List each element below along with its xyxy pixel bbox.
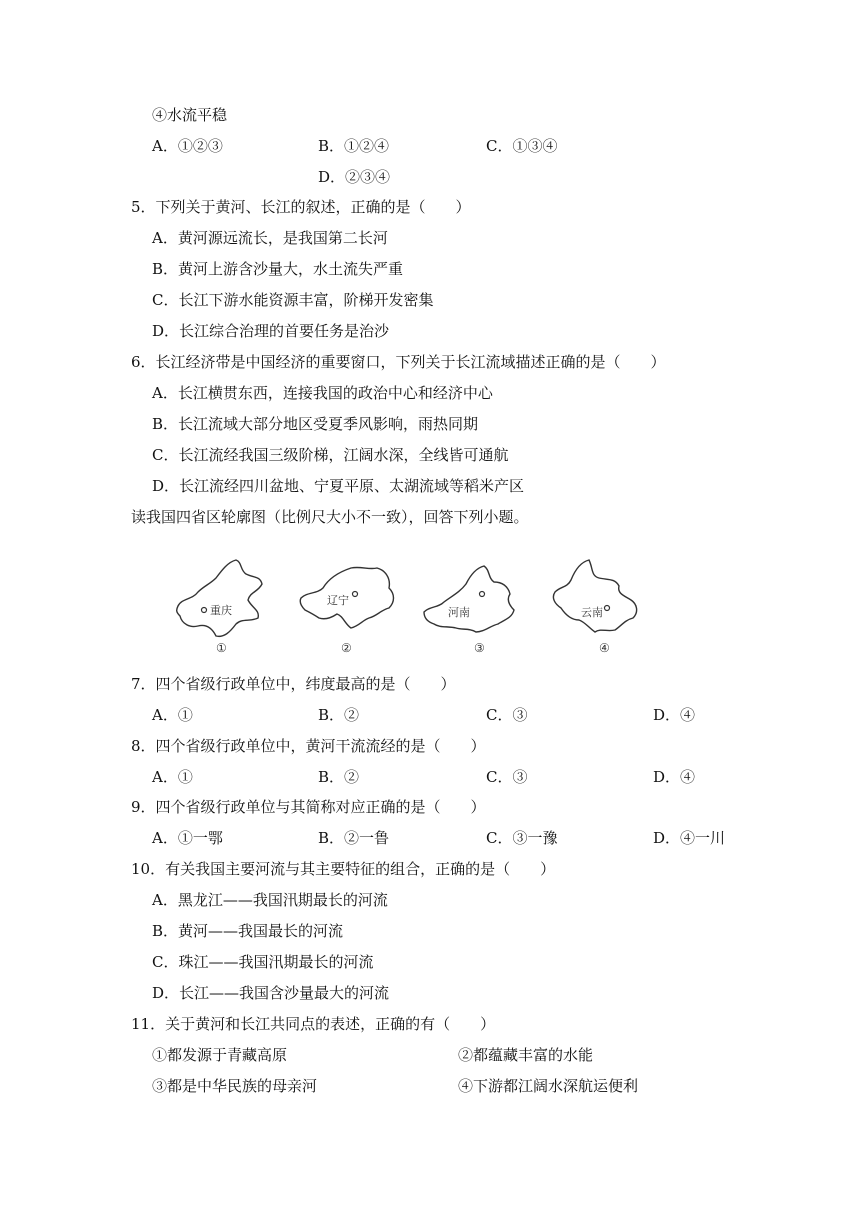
q7-option-c[interactable]: C．③: [486, 706, 528, 724]
map-yunnan-num: ④: [599, 641, 610, 655]
q6-option-a[interactable]: A．长江横贯东西，连接我国的政治中心和经济中心: [152, 384, 493, 402]
q10-stem: 10．有关我国主要河流与其主要特征的组合，正确的是（ ）: [131, 860, 556, 878]
q5-option-d[interactable]: D．长江综合治理的首要任务是治沙: [152, 322, 390, 340]
q6-option-d[interactable]: D．长江流经四川盆地、宁夏平原、太湖流域等稻米产区: [152, 477, 525, 495]
q9-stem: 9．四个省级行政单位与其简称对应正确的是（ ）: [131, 798, 486, 816]
q9-option-a[interactable]: A．①一鄂: [152, 829, 223, 847]
q10-option-c[interactable]: C．珠江——我国汛期最长的河流: [152, 953, 374, 971]
q4-option-b[interactable]: B．①②④: [318, 137, 390, 155]
map-liaoning-label: 辽宁: [327, 594, 349, 607]
q5-option-c[interactable]: C．长江下游水能资源丰富，阶梯开发密集: [152, 291, 434, 309]
q8-option-d[interactable]: D．④: [653, 768, 696, 786]
q5-option-b[interactable]: B．黄河上游含沙量大，水土流失严重: [152, 260, 404, 278]
map-yunnan-label: 云南: [581, 606, 603, 619]
q4-item-4: ④水流平稳: [152, 106, 228, 124]
q7-option-d[interactable]: D．④: [653, 706, 696, 724]
map-henan-label: 河南: [448, 606, 470, 619]
q9-option-c[interactable]: C．③一豫: [486, 829, 558, 847]
q8-option-c[interactable]: C．③: [486, 768, 528, 786]
q10-option-b[interactable]: B．黄河——我国最长的河流: [152, 922, 344, 940]
q6-option-b[interactable]: B．长江流域大部分地区受夏季风影响，雨热同期: [152, 415, 479, 433]
q5-option-a[interactable]: A．黄河源远流长，是我国第二长河: [152, 229, 388, 247]
map-intro: 读我国四省区轮廓图（比例尺大小不一致），回答下列小题。: [131, 508, 529, 526]
map-chongqing-label: 重庆: [210, 604, 232, 617]
map-liaoning-num: ②: [341, 641, 352, 655]
q8-stem: 8．四个省级行政单位中，黄河干流流经的是（ ）: [131, 737, 486, 755]
yunnan-outline-icon: [545, 548, 655, 660]
q11-stem: 11．关于黄河和长江共同点的表述，正确的有（ ）: [131, 1015, 496, 1033]
q11-item-3: ③都是中华民族的母亲河: [152, 1077, 318, 1095]
q10-option-d[interactable]: D．长江——我国含沙量最大的河流: [152, 984, 390, 1002]
q4-option-c[interactable]: C．①③④: [486, 137, 558, 155]
q4-option-d[interactable]: D．②③④: [318, 168, 391, 186]
q8-option-a[interactable]: A．①: [152, 768, 193, 786]
q9-option-d[interactable]: D．④一川: [653, 829, 726, 847]
q10-option-a[interactable]: A．黑龙江——我国汛期最长的河流: [152, 891, 388, 909]
map-henan-num: ③: [474, 641, 485, 655]
map-chongqing-num: ①: [216, 641, 227, 655]
q6-stem: 6．长江经济带是中国经济的重要窗口，下列关于长江流域描述正确的是（ ）: [131, 353, 666, 371]
q8-option-b[interactable]: B．②: [318, 768, 360, 786]
henan-outline-icon: [420, 548, 530, 660]
q11-item-4: ④下游都江阔水深航运便利: [458, 1077, 639, 1095]
q7-option-a[interactable]: A．①: [152, 706, 193, 724]
q11-item-2: ②都蕴藏丰富的水能: [458, 1046, 594, 1064]
liaoning-outline-icon: [295, 548, 405, 660]
map-yunnan: [545, 548, 655, 660]
q11-item-1: ①都发源于青藏高原: [152, 1046, 288, 1064]
q7-stem: 7．四个省级行政单位中，纬度最高的是（ ）: [131, 675, 456, 693]
chongqing-outline-icon: [170, 548, 280, 660]
map-liaoning: [295, 548, 405, 660]
q9-option-b[interactable]: B．②一鲁: [318, 829, 390, 847]
q5-stem: 5．下列关于黄河、长江的叙述，正确的是（ ）: [131, 198, 471, 216]
province-outline-figure: [150, 548, 710, 660]
q6-option-c[interactable]: C．长江流经我国三级阶梯，江阔水深，全线皆可通航: [152, 446, 509, 464]
q7-option-b[interactable]: B．②: [318, 706, 360, 724]
map-chongqing: [170, 548, 280, 660]
map-henan: [420, 548, 530, 660]
q4-option-a[interactable]: A．①②③: [152, 137, 223, 155]
